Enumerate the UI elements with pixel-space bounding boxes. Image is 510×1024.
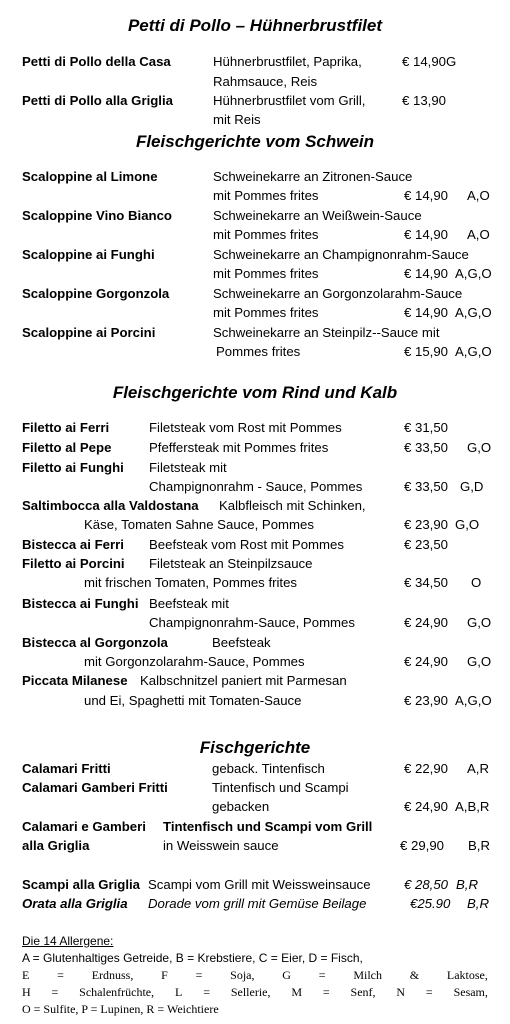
dish-description: Beefsteak vom Rost mit Pommes [149, 537, 344, 552]
dish-name: alla Griglia [22, 838, 90, 853]
allergen-codes: A,G,O [455, 266, 492, 281]
allergen-token: Senf, [350, 985, 376, 999]
dish-name: Filetto ai Ferri [22, 420, 110, 435]
allergen-token: E [22, 968, 30, 982]
allergen-line [22, 969, 488, 981]
allergen-codes: G,O [467, 654, 492, 669]
allergen-codes: A,G,O [455, 305, 492, 320]
allergen-codes: A,O [467, 227, 490, 242]
allergen-token: F [161, 968, 168, 982]
dish-description: mit Pommes frites [213, 305, 319, 320]
dish-description: und Ei, Spaghetti mit Tomaten-Sauce [84, 693, 302, 708]
allergen-codes: A,R [467, 761, 489, 776]
dish-name: Filetto ai Funghi [22, 460, 124, 475]
dish-price: € 34,50 [404, 575, 448, 590]
allergen-codes: A,G,O [455, 693, 492, 708]
dish-name: Bistecca ai Ferri [22, 537, 124, 552]
dish-name: Scaloppine Vino Bianco [22, 208, 172, 223]
dish-description: Schweinekarre an Steinpilz--Sauce mit [213, 325, 440, 340]
dish-description: Schweinekarre an Gorgonzolarahm-Sauce [213, 286, 463, 301]
allergen-heading: Die 14 Allergene: [22, 934, 114, 948]
allergen-codes: O [471, 575, 482, 590]
allergen-line [22, 986, 488, 998]
allergen-token: M [291, 985, 303, 999]
allergen-line: O = Sulfite, P = Lupinen, R = Weichtiere [22, 1002, 219, 1016]
dish-name: Bistecca al Gorgonzola [22, 635, 168, 650]
allergen-token: Laktose, [446, 968, 488, 982]
dish-name: Calamari e Gamberi [22, 819, 146, 834]
allergen-token: & [409, 968, 420, 982]
dish-description: Rahmsauce, Reis [213, 74, 318, 89]
dish-description: Kalbschnitzel paniert mit Parmesan [140, 673, 347, 688]
allergen-token: H [22, 985, 31, 999]
dish-price: € 23,50 [404, 537, 448, 552]
allergen-token: Sellerie, [230, 985, 271, 999]
dish-name: Scampi alla Griglia [22, 877, 141, 892]
dish-price: € 33,50 [404, 440, 448, 455]
dish-description: mit Reis [213, 112, 261, 127]
dish-name: Calamari Gamberi Fritti [22, 780, 168, 795]
allergen-codes: G,D [460, 479, 484, 494]
dish-description: Käse, Tomaten Sahne Sauce, Pommes [84, 517, 314, 532]
dish-price: € 23,90 [404, 517, 448, 532]
allergen-codes: B,R [467, 896, 489, 911]
dish-description: Filetsteak vom Rost mit Pommes [149, 420, 342, 435]
dish-description: mit frischen Tomaten, Pommes frites [84, 575, 298, 590]
allergen-codes: B,R [456, 877, 478, 892]
allergen-codes: G,O [455, 517, 480, 532]
allergen-token: = [203, 985, 210, 999]
allergen-token: L [175, 985, 183, 999]
dish-name: Petti di Pollo della Casa [22, 54, 171, 69]
allergen-codes: G,O [467, 440, 492, 455]
allergen-token: N [396, 985, 406, 999]
dish-price: € 31,50 [404, 420, 448, 435]
allergen-token: G [282, 968, 291, 982]
dish-price: € 24,90 [404, 615, 448, 630]
dish-price: €25.90 [410, 896, 451, 911]
section-title-fisch: Fischgerichte [199, 738, 311, 757]
allergen-codes: A,G,O [455, 344, 492, 359]
dish-description: Tintenfisch und Scampi vom Grill [163, 819, 373, 834]
dish-description: mit Gorgonzolarahm-Sauce, Pommes [84, 654, 305, 669]
dish-description: geback. Tintenfisch [212, 761, 325, 776]
dish-price: € 14,90G [402, 54, 457, 69]
allergen-token: Soja, [230, 968, 255, 982]
dish-price: € 23,90 [404, 693, 448, 708]
allergen-token: Sesam, [453, 985, 488, 999]
dish-description: gebacken [212, 799, 270, 814]
dish-description: Schweinekarre an Weißwein-Sauce [213, 208, 422, 223]
dish-price: € 29,90 [400, 838, 444, 853]
dish-description: Scampi vom Grill mit Weissweinsauce [148, 877, 371, 892]
dish-price: € 33,50 [404, 479, 448, 494]
dish-name: Filetto al Pepe [22, 440, 112, 455]
dish-price: € 14,90 [404, 188, 448, 203]
dish-name: Scaloppine ai Funghi [22, 247, 155, 262]
dish-name: Bistecca ai Funghi [22, 596, 139, 611]
dish-price: € 14,90 [404, 266, 448, 281]
dish-name: Filetto ai Porcini [22, 556, 125, 571]
dish-price: € 24,90 [404, 799, 448, 814]
dish-description: Beefsteak mit [149, 596, 229, 611]
allergen-token: Erdnuss, [91, 968, 134, 982]
dish-name: Scaloppine al Limone [22, 169, 158, 184]
allergen-token: = [51, 985, 59, 999]
dish-description: Champignonrahm - Sauce, Pommes [149, 479, 363, 494]
dish-description: Schweinekarre an Zitronen-Sauce [213, 169, 413, 184]
allergen-token: = [318, 968, 326, 982]
dish-description: mit Pommes frites [213, 266, 319, 281]
dish-name: Piccata Milanese [22, 673, 128, 688]
dish-description: Kalbfleisch mit Schinken, [219, 498, 366, 513]
dish-name: Calamari Fritti [22, 761, 111, 776]
dish-description: Tintenfisch und Scampi [212, 780, 349, 795]
dish-price: € 14,90 [404, 305, 448, 320]
dish-price: € 14,90 [404, 227, 448, 242]
dish-name: Saltimbocca alla Valdostana [22, 498, 199, 513]
dish-description: Filetsteak an Steinpilzsauce [149, 556, 313, 571]
dish-price: € 22,90 [404, 761, 448, 776]
allergen-line: A = Glutenhaltiges Getreide, B = Krebstiere, C = Eier, D = Fisch, [22, 951, 363, 965]
dish-description: Schweinekarre an Champignonrahm-Sauce [213, 247, 469, 262]
allergen-codes: G,O [467, 615, 492, 630]
dish-price: € 15,90 [404, 344, 448, 359]
dish-description: in Weisswein sauce [163, 838, 279, 853]
section-title-rind: Fleischgerichte vom Rind und Kalb [112, 383, 398, 402]
allergen-token: Schalenfrüchte, [79, 985, 155, 999]
dish-description: mit Pommes frites [213, 227, 319, 242]
allergen-token: = [322, 985, 330, 999]
dish-description: Beefsteak [212, 635, 271, 650]
dish-description: Hühnerbrustfilet vom Grill, [213, 93, 366, 108]
dish-description: Filetsteak mit [149, 460, 227, 475]
dish-description: Dorade vom grill mit Gemüse Beilage [148, 896, 367, 911]
allergen-token: = [195, 968, 203, 982]
allergen-token: Milch [353, 968, 382, 982]
dish-description: mit Pommes frites [213, 188, 319, 203]
dish-name: Petti di Pollo alla Griglia [22, 93, 173, 108]
dish-description: Pfeffersteak mit Pommes frites [149, 440, 329, 455]
dish-description: Pommes frites [216, 344, 301, 359]
allergen-codes: B,R [468, 838, 490, 853]
dish-name: Orata alla Griglia [22, 896, 128, 911]
section-title-schwein: Fleischgerichte vom Schwein [135, 132, 375, 151]
dish-price: € 13,90 [402, 93, 446, 108]
allergen-codes: A,B,R [455, 799, 490, 814]
dish-name: Scaloppine ai Porcini [22, 325, 156, 340]
dish-description: Champignonrahm-Sauce, Pommes [149, 615, 355, 630]
allergen-token: = [57, 968, 64, 982]
dish-price: € 28,50 [404, 877, 448, 892]
section-title-pollo: Petti di Pollo – Hühnerbrustfilet [127, 16, 383, 35]
allergen-codes: A,O [467, 188, 490, 203]
allergen-token: = [425, 985, 433, 999]
dish-description: Hühnerbrustfilet, Paprika, [213, 54, 362, 69]
dish-price: € 24,90 [404, 654, 448, 669]
dish-name: Scaloppine Gorgonzola [22, 286, 170, 301]
